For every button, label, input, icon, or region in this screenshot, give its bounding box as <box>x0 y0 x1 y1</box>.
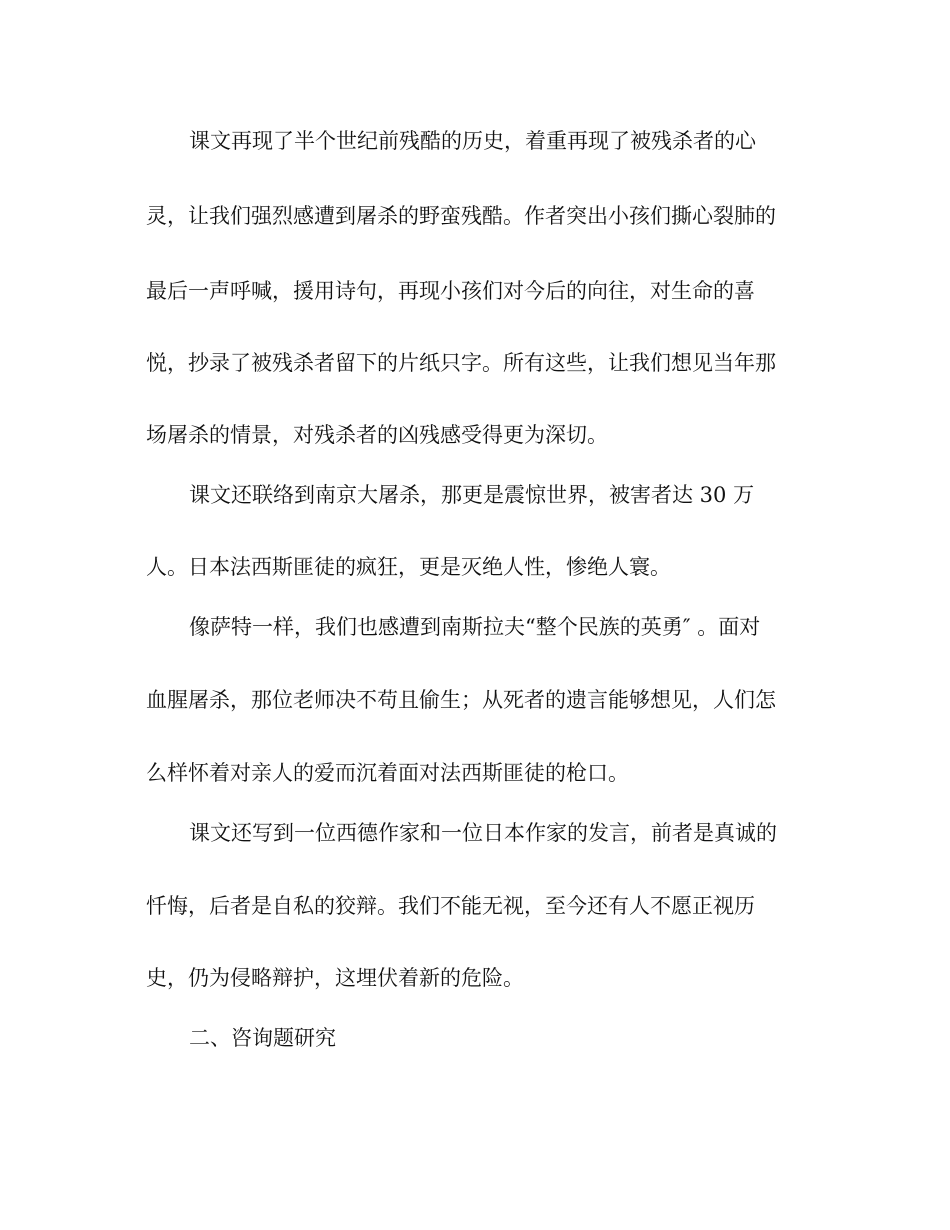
paragraph-4-line-1: 课文还写到一位西德作家和一位日本作家的发言，前者是真诚的 <box>189 821 777 845</box>
section-heading: 二、咨询题研究 <box>189 1026 336 1050</box>
paragraph-2-line-2: 人。日本法西斯匪徒的疯狂，更是灭绝人性，惨绝人寰。 <box>146 555 671 579</box>
paragraph-3-line-3: 么样怀着对亲人的爱而沉着面对法西斯匪徒的枪口。 <box>146 761 629 785</box>
paragraph-2-line-1: 课文还联络到南京大屠杀，那更是震惊世界，被害者达 30 万 <box>189 483 755 507</box>
paragraph-1-line-1: 课文再现了半个世纪前残酷的历史，着重再现了被残杀者的心 <box>189 129 756 153</box>
paragraph-1-line-2: 灵，让我们强烈感遭到屠杀的野蛮残酷。作者突出小孩们撕心裂肺的 <box>146 204 776 228</box>
paragraph-4-line-3: 史，仍为侵略辩护，这埋伏着新的危险。 <box>146 966 524 990</box>
paragraph-1-line-5: 场屠杀的情景，对残杀者的凶残感受得更为深切。 <box>146 423 608 447</box>
paragraph-3-line-2: 血腥屠杀，那位老师决不苟且偷生；从死者的遗言能够想见，人们怎 <box>146 688 776 712</box>
paragraph-4-line-2: 忏悔，后者是自私的狡辩。我们不能无视，至今还有人不愿正视历 <box>146 894 755 918</box>
paragraph-3-line-1: 像萨特一样，我们也感遭到南斯拉夫“整个民族的英勇″ 。面对 <box>189 615 761 639</box>
paragraph-1-line-4: 悦，抄录了被残杀者留下的片纸只字。所有这些，让我们想见当年那 <box>146 351 776 375</box>
paragraph-1-line-3: 最后一声呼喊，援用诗句，再现小孩们对今后的向往，对生命的喜 <box>146 279 755 303</box>
